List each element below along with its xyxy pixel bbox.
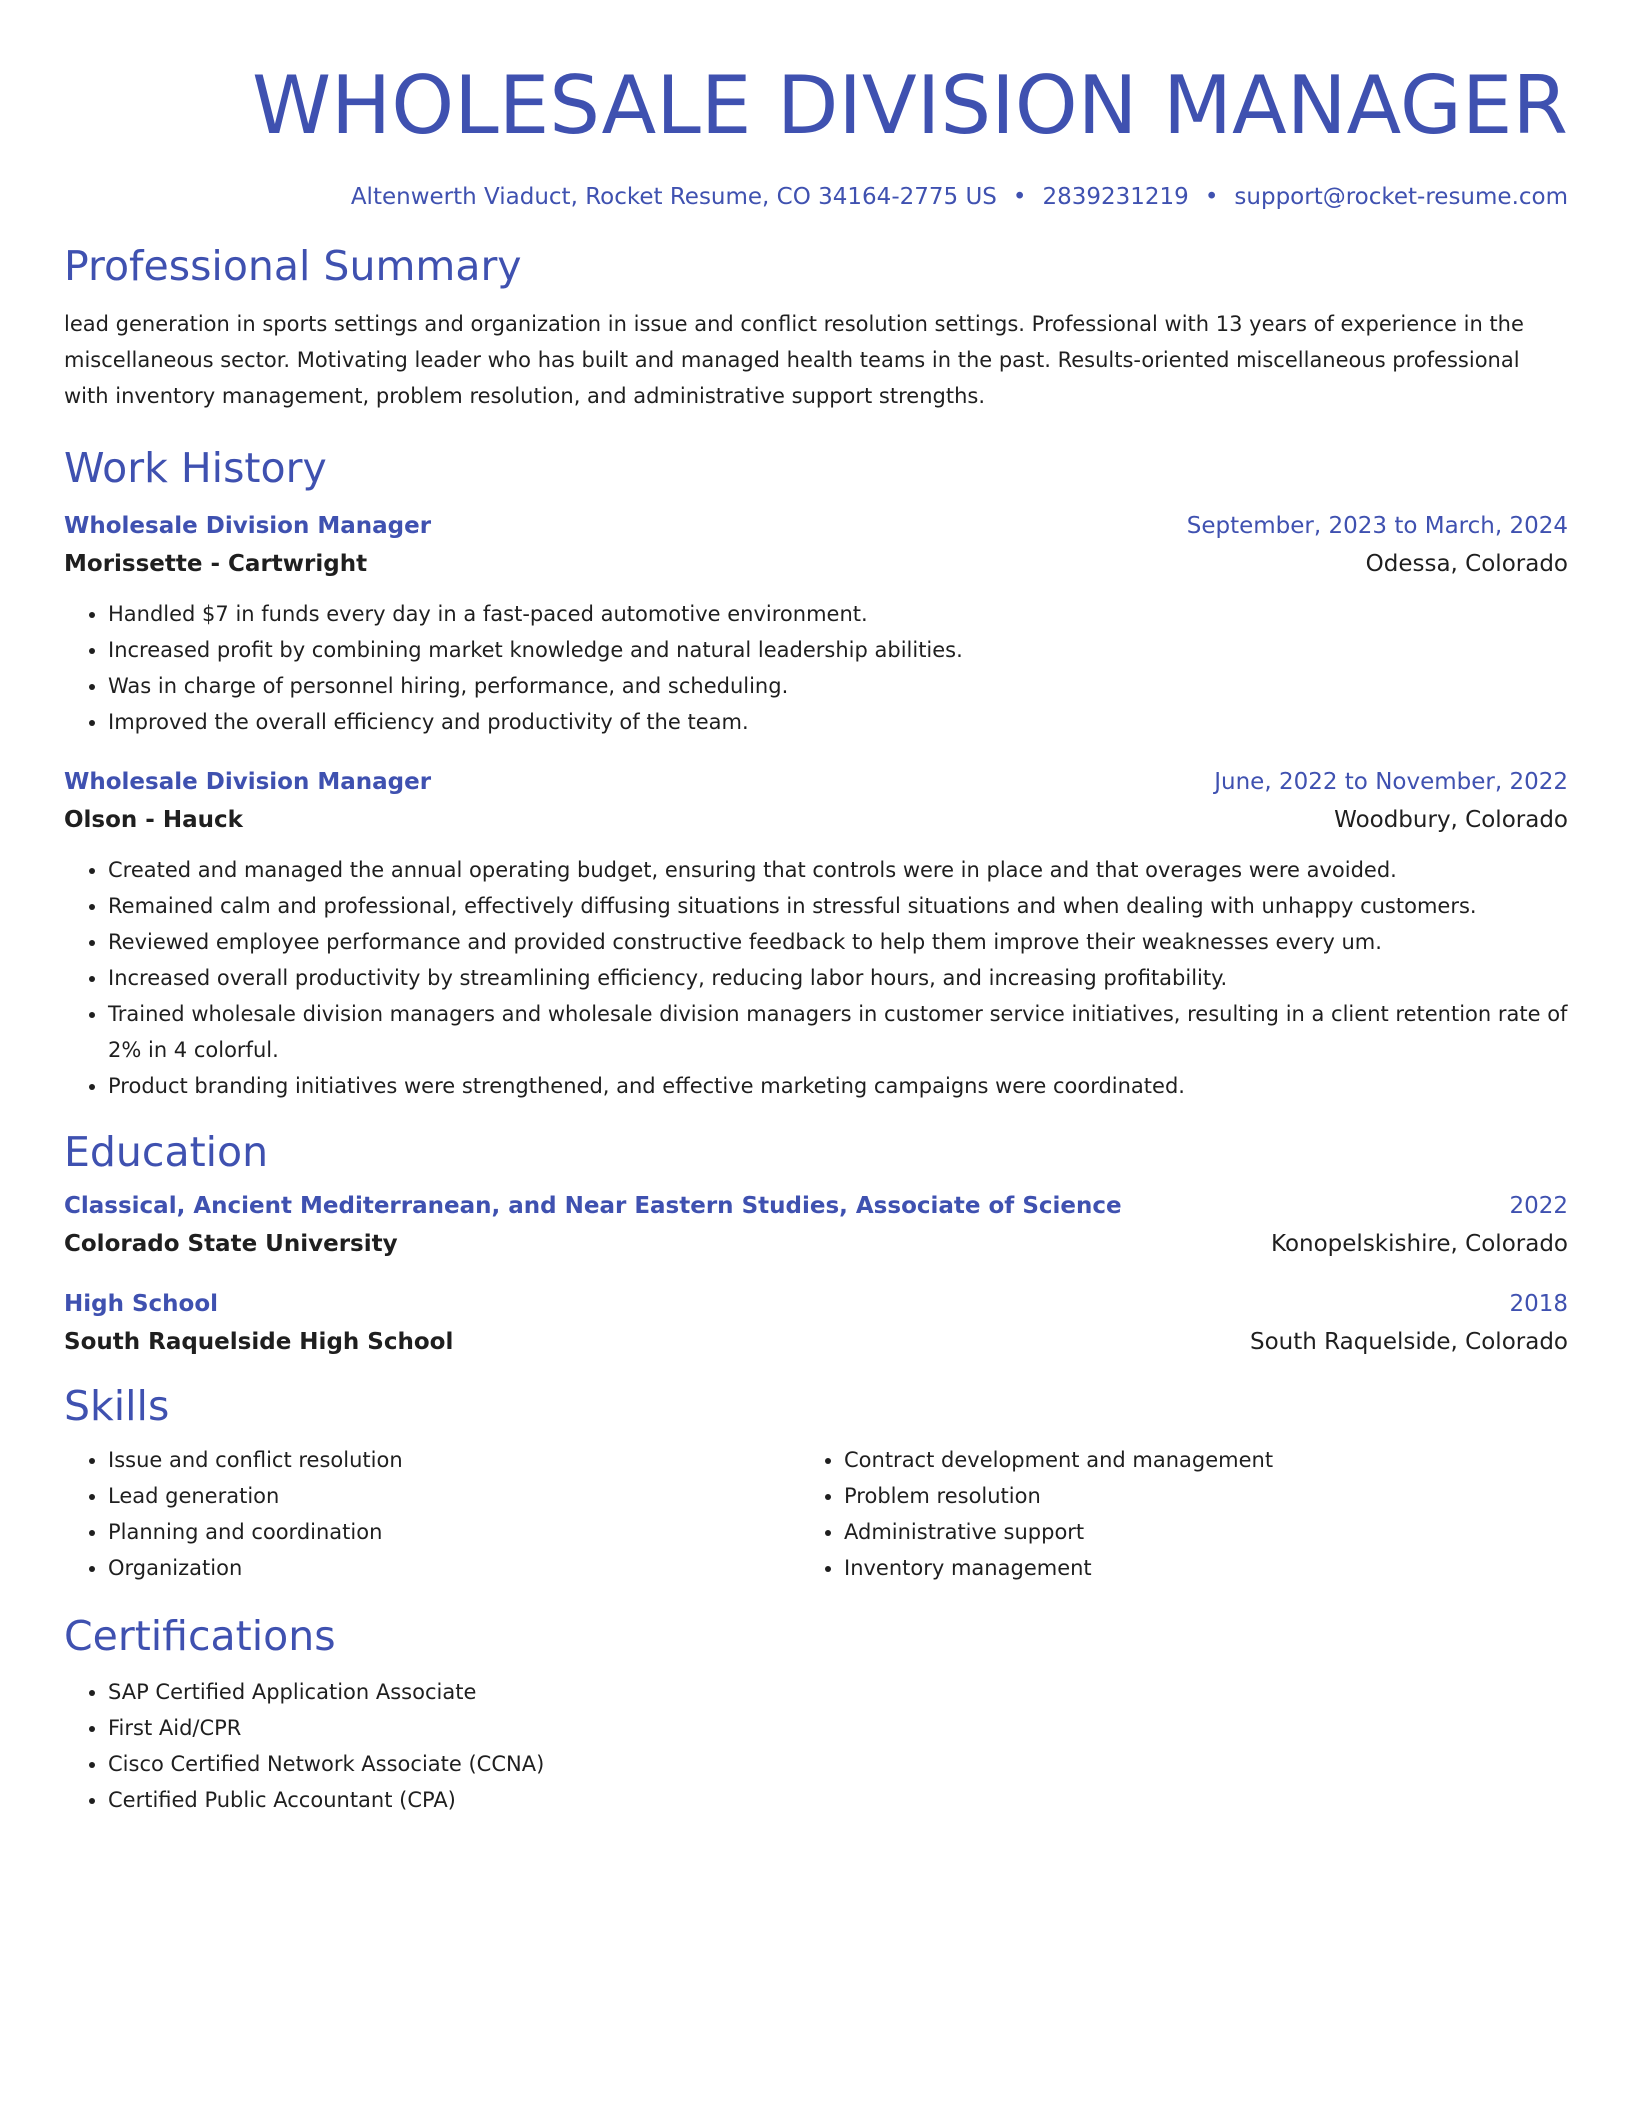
contact-address: Altenwerth Viaduct, Rocket Resume, CO 34164-2775 US bbox=[350, 184, 997, 210]
education-subheader bbox=[64, 1322, 1568, 1362]
section-title-skills: Skills bbox=[64, 1382, 170, 1430]
page-title: WHOLESALE DIVISION MANAGER bbox=[251, 59, 1568, 152]
job-location: Woodbury, Colorado bbox=[1334, 807, 1568, 833]
skill-item: • Organization bbox=[108, 1550, 800, 1586]
job-entry bbox=[64, 764, 1568, 1104]
contact-separator: • bbox=[1012, 184, 1027, 210]
education-location: Konopelskishire, Colorado bbox=[1271, 1231, 1568, 1257]
job-header bbox=[64, 508, 1568, 544]
job-bullet: • Reviewed employee performance and provided constructive feedback to help them improve their weaknesses every um. bbox=[108, 924, 1568, 960]
job-bullet: • Increased overall productivity by streamlining efficiency, reducing labor hours, and increasing profitability. bbox=[108, 960, 1568, 996]
education-entry bbox=[64, 1286, 1568, 1362]
education-entry bbox=[64, 1188, 1568, 1264]
contact-separator: • bbox=[1204, 184, 1219, 210]
skill-item: • Lead generation bbox=[108, 1478, 800, 1514]
education-subheader bbox=[64, 1224, 1568, 1264]
education-header bbox=[64, 1286, 1568, 1322]
summary-text: lead generation in sports settings and organization in issue and conflict resolution settings. Professional with 13 years of experience in the miscellaneous sector. Motivating leader who has built and managed health teams in the past. Results-oriented miscellaneous professional with inventory management, problem resolution, and administrative support strengths. bbox=[64, 312, 1524, 408]
skill-item: • Planning and coordination bbox=[108, 1514, 800, 1550]
certification-item: • Certified Public Accountant (CPA) bbox=[108, 1782, 1568, 1818]
job-dates: September, 2023 to March, 2024 bbox=[1186, 513, 1568, 539]
skill-item: • Problem resolution bbox=[844, 1478, 1536, 1514]
education-degree: High School bbox=[64, 1291, 219, 1317]
education-degree: Classical, Ancient Mediterranean, and Near Eastern Studies, Associate of Science bbox=[64, 1193, 1122, 1219]
certification-item: • First Aid/CPR bbox=[108, 1710, 1568, 1746]
job-bullet: • Product branding initiatives were strengthened, and effective marketing campaigns were coordinated. bbox=[108, 1068, 1568, 1104]
job-role: Wholesale Division Manager bbox=[64, 769, 432, 795]
certification-item: • Cisco Certified Network Associate (CCNA) bbox=[108, 1746, 1568, 1782]
skills-columns bbox=[64, 1442, 1568, 1586]
job-company: Olson - Hauck bbox=[64, 807, 243, 833]
job-location: Odessa, Colorado bbox=[1365, 551, 1568, 577]
skill-item: • Administrative support bbox=[844, 1514, 1536, 1550]
contact-line bbox=[64, 182, 1568, 212]
job-bullet: • Was in charge of personnel hiring, performance, and scheduling. bbox=[108, 668, 1568, 704]
job-subheader bbox=[64, 544, 1568, 584]
job-dates: June, 2022 to November, 2022 bbox=[1214, 769, 1568, 795]
education-year: 2022 bbox=[1509, 1193, 1568, 1219]
job-bullet: • Handled $7 in funds every day in a fast-paced automotive environment. bbox=[108, 596, 1568, 632]
job-role: Wholesale Division Manager bbox=[64, 513, 432, 539]
skill-item: • Inventory management bbox=[844, 1550, 1536, 1586]
section-title-education: Education bbox=[64, 1128, 269, 1176]
skill-item: • Issue and conflict resolution bbox=[108, 1442, 800, 1478]
section-title-summary: Professional Summary bbox=[64, 242, 522, 290]
education-header bbox=[64, 1188, 1568, 1224]
job-bullets bbox=[64, 852, 1568, 1104]
education-school: Colorado State University bbox=[64, 1231, 398, 1257]
job-bullet: • Improved the overall efficiency and productivity of the team. bbox=[108, 704, 1568, 740]
job-company: Morissette - Cartwright bbox=[64, 551, 368, 577]
section-title-certifications: Certifications bbox=[64, 1612, 336, 1660]
job-bullet: • Remained calm and professional, effectively diffusing situations in stressful situations and when dealing with unhappy customers. bbox=[108, 888, 1568, 924]
education-school: South Raquelside High School bbox=[64, 1329, 454, 1355]
skill-item: • Contract development and management bbox=[844, 1442, 1536, 1478]
job-subheader bbox=[64, 800, 1568, 840]
education-year: 2018 bbox=[1509, 1291, 1568, 1317]
job-bullet: • Increased profit by combining market knowledge and natural leadership abilities. bbox=[108, 632, 1568, 668]
education-location: South Raquelside, Colorado bbox=[1249, 1329, 1568, 1355]
skills-list-right bbox=[800, 1442, 1536, 1586]
certification-item: • SAP Certified Application Associate bbox=[108, 1674, 1568, 1710]
section-title-work-history: Work History bbox=[64, 444, 327, 492]
skills-list-left bbox=[64, 1442, 800, 1586]
job-bullet: • Trained wholesale division managers and wholesale division managers in customer service initiatives, resulting in a client retention rate of 2% in 4 colorful. bbox=[108, 996, 1568, 1068]
contact-email: support@rocket-resume.com bbox=[1234, 184, 1568, 210]
job-header bbox=[64, 764, 1568, 800]
certifications-list bbox=[64, 1674, 1568, 1818]
contact-phone: 2839231219 bbox=[1042, 184, 1189, 210]
job-bullets bbox=[64, 596, 1568, 740]
job-bullet: • Created and managed the annual operating budget, ensuring that controls were in place and that overages were avoided. bbox=[108, 852, 1568, 888]
resume-header bbox=[64, 56, 1568, 212]
job-entry bbox=[64, 508, 1568, 740]
